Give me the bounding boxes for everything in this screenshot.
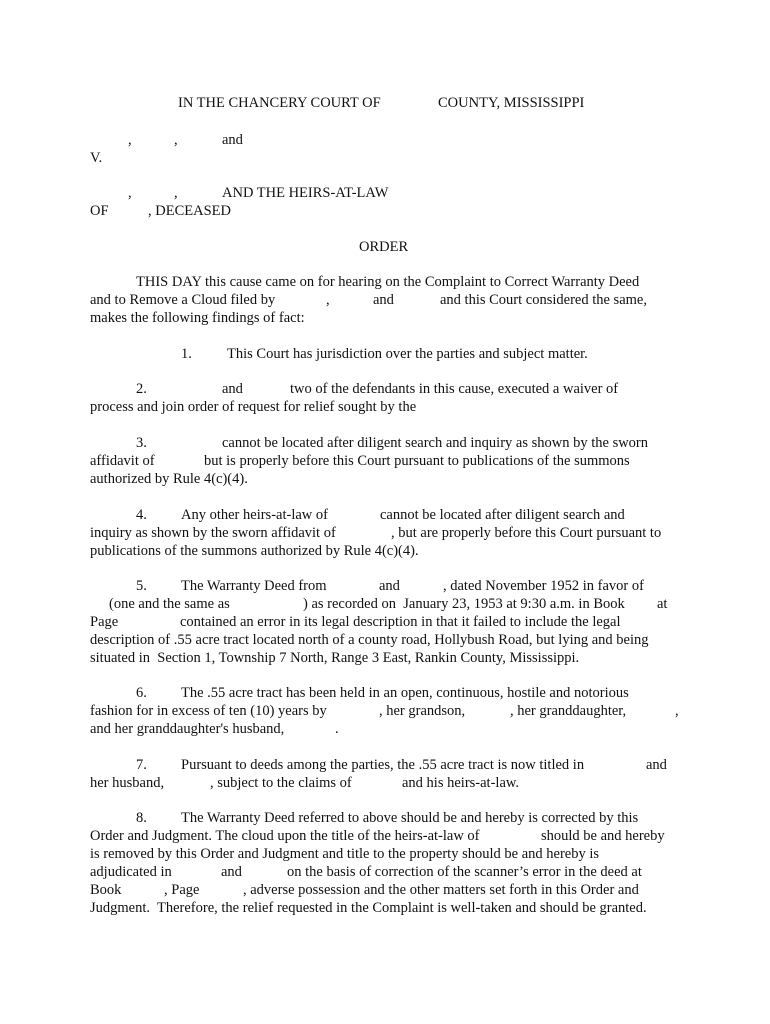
finding-text: cannot be located after diligent search and inquiry as shown by the sworn	[222, 435, 649, 451]
finding-number: 2.	[136, 381, 147, 397]
finding-text: , dated November 1952 in favor of	[443, 578, 644, 594]
court-county: COUNTY, MISSISSIPPI	[438, 95, 585, 111]
finding-number: 1.	[181, 346, 192, 362]
defendants-comma: ,	[174, 185, 178, 201]
finding-text: is removed by this Order and Judgment and title to the property should be and hereby is	[90, 846, 600, 862]
finding-text: two of the defendants in this cause, executed a waiver of	[290, 381, 619, 397]
defendants-of: OF	[90, 203, 109, 219]
finding-number: 7.	[136, 757, 147, 773]
finding-text: (one and the same as	[109, 596, 230, 612]
finding-text: , adverse possession and the other matters set forth in this Order and	[243, 882, 639, 898]
defendants-heirs: AND THE HEIRS-AT-LAW	[222, 185, 389, 201]
finding-text: contained an error in its legal description in that it failed to include the legal	[180, 614, 621, 630]
finding-text: cannot be located after diligent search and	[380, 507, 625, 523]
finding-text: , her grandson,	[379, 703, 466, 719]
finding-number: 3.	[136, 435, 147, 451]
finding-text: , her granddaughter,	[510, 703, 627, 719]
intro-line: and this Court considered the same,	[440, 292, 647, 308]
finding-text: fashion for in excess of ten (10) years by	[90, 703, 327, 719]
finding-text: at	[657, 596, 668, 612]
finding-text: Pursuant to deeds among the parties, the .55 acre tract is now titled in	[181, 757, 585, 773]
finding-text: and	[222, 381, 243, 397]
intro-line: makes the following findings of fact:	[90, 310, 305, 326]
defendants-deceased: , DECEASED	[148, 203, 231, 219]
finding-text: authorized by Rule 4(c)(4).	[90, 471, 248, 487]
finding-text: but is properly before this Court pursuant to publications of the summons	[204, 453, 630, 469]
finding-text: , but are properly before this Court pursuant to	[391, 525, 662, 541]
finding-text: inquiry as shown by the sworn affidavit of	[90, 525, 336, 541]
defendants-comma: ,	[128, 185, 132, 201]
finding-text: and her granddaughter's husband,	[90, 721, 285, 737]
finding-text: and	[221, 864, 242, 880]
document-title: ORDER	[359, 239, 409, 255]
finding-text: process and join order of request for relief sought by the	[90, 399, 417, 415]
finding-number: 8.	[136, 810, 147, 826]
finding-text: her husband,	[90, 775, 165, 791]
finding-text: The Warranty Deed referred to above should be and hereby is corrected by this	[181, 810, 639, 826]
finding-text: and his heirs-at-law.	[402, 775, 520, 791]
finding-text: adjudicated in	[90, 864, 172, 880]
finding-text: affidavit of	[90, 453, 155, 469]
finding-text: and	[379, 578, 400, 594]
finding-text: on the basis of correction of the scanner’s error in the deed at	[287, 864, 642, 880]
intro-comma: ,	[326, 292, 330, 308]
finding-text: Judgment. Therefore, the relief requested in the Complaint is well-taken and should be granted.	[90, 900, 647, 916]
finding-text: situated in Section 1, Township 7 North, Range 3 East, Rankin County, Mississippi.	[90, 650, 580, 666]
intro-line: and to Remove a Cloud filed by	[90, 292, 276, 308]
finding-text: Book	[90, 882, 122, 898]
finding-text: Any other heirs-at-law of	[181, 507, 328, 523]
finding-text: .	[335, 721, 339, 737]
finding-number: 4.	[136, 507, 147, 523]
finding-text: and	[646, 757, 667, 773]
finding-text: Order and Judgment. The cloud upon the title of the heirs-at-law of	[90, 828, 480, 844]
finding-text: Page	[90, 614, 119, 630]
plaintiffs-and: and	[222, 132, 243, 148]
versus-label: V.	[90, 150, 103, 166]
finding-text: , Page	[164, 882, 200, 898]
finding-text: The .55 acre tract has been held in an open, continuous, hostile and notorious	[181, 685, 629, 701]
finding-text: The Warranty Deed from	[181, 578, 327, 594]
intro-and: and	[373, 292, 394, 308]
finding-text: , subject to the claims of	[210, 775, 352, 791]
finding-number: 5.	[136, 578, 147, 594]
plaintiffs-comma: ,	[174, 132, 178, 148]
finding-text: publications of the summons authorized by Rule 4(c)(4).	[90, 543, 419, 559]
finding-text: ,	[675, 703, 679, 719]
plaintiffs-comma: ,	[128, 132, 132, 148]
finding-number: 6.	[136, 685, 147, 701]
finding-text: ) as recorded on January 23, 1953 at 9:30 a.m. in Book	[303, 596, 625, 612]
court-name: IN THE CHANCERY COURT OF	[178, 95, 381, 111]
finding-text: This Court has jurisdiction over the parties and subject matter.	[227, 346, 588, 362]
finding-text: description of .55 acre tract located north of a county road, Hollybush Road, but lying and being	[90, 632, 649, 648]
finding-text: should be and hereby	[541, 828, 665, 844]
intro-line: THIS DAY this cause came on for hearing on the Complaint to Correct Warranty Deed	[136, 274, 640, 290]
